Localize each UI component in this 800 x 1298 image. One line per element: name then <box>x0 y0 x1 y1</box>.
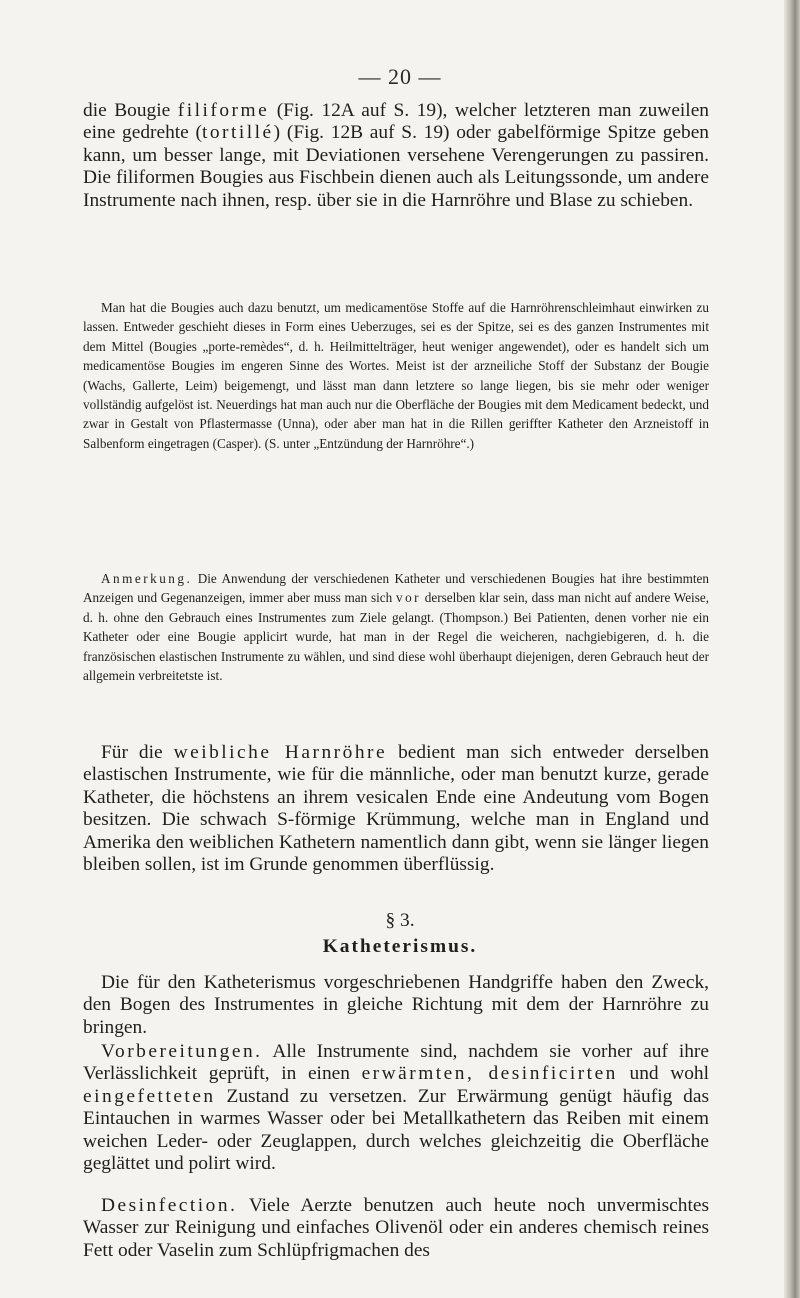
paragraph-katheterismus-intro <box>83 972 709 1039</box>
text-run: und wohl <box>617 1063 709 1085</box>
text-run: (Fig. 12A auf S. 19), welcher letzteren man zuweilen eine gedrehte ( <box>83 100 709 144</box>
text-run: ) (Fig. 12B auf S. 19) oder gabelförmige Spitze geben kann, um besser lange, mit Deviationen versehene Verengerungen zu passiren. Die filiformen Bougies aus Fischbein dienen auch als Leitungssonde, um andere Instrumente nach ihnen, resp. über sie in die Harnröhre und Blase zu schieben. <box>83 122 709 211</box>
paragraph-vorbereitungen <box>83 1041 709 1175</box>
paragraph-medicamentose-bougies <box>83 298 709 453</box>
text-run: Man hat die Bougies auch dazu benutzt, um medicamentöse Stoffe auf die Harnröhrenschleimhaut einwirken zu lassen. Entweder geschieht dieses in Form eines Ueberzuges, sei es der Spitze, sei es des ganzen Instrumentes mit dem Mittel (Bougies „porte-remèdes“, d. h. Heilmittelträger, heut weniger angewendet), oder es handelt sich um medicamentöse Bougies im engeren Sinne des Wortes. Meist ist der arzneiliche Stoff der Substanz der Bougie (Wachs, Gallerte, Leim) beigemengt, und lässt man dann letztere so lange liegen, bis sie mehr oder weniger vollständig aufgelöst ist. Neuerdings hat man auch nur die Oberfläche der Bougies mit dem Medicament bedeckt, und zwar in Gestalt von Pflastermasse (Unna), oder aber man hat in die Rillen geriffter Katheter den Arzneistoff in Salbenform eingetragen (Casper). (S. unter „Entzündung der Harnröhre“.) <box>83 300 709 451</box>
page-number: — 20 — <box>358 64 442 89</box>
text-run: Für die <box>101 742 174 763</box>
emphasis-filiforme: filiforme <box>177 100 270 121</box>
text-run: Die Anwendung der verschiedenen Katheter und verschiedenen Bougies hat ihre bestimmten Anzeigen und Gegenanzeigen, immer aber muss man sich <box>83 571 709 606</box>
text-run: Alle Instrumente sind, nachdem sie vorher auf ihre Verlässlichkeit geprüft, in einen <box>83 1041 709 1085</box>
text-run: die Bougie <box>83 100 178 121</box>
emphasis-anmerkung: Anmerkung. <box>101 571 193 586</box>
text-run: bedient man sich entweder derselben elastischen Instrumente, wie für die männliche, oder man benutzt kurze, gerade Katheter, die höchstens an ihrem vesicalen Ende eine Andeutung vom Bogen besitzen. Die schwach S-förmige Krümmung, welche man in England und Amerika den weiblichen Kathetern namentlich dann gibt, wenn sie länger liegen bleiben sollen, ist im Grunde genommen überflüssig. <box>83 742 710 876</box>
page-edge-shadow <box>784 0 800 1298</box>
paragraph-weibliche-harnroehre <box>83 742 709 876</box>
paragraph-bougie-filiforme <box>83 100 709 212</box>
emphasis-tortille: tortillé <box>201 122 274 144</box>
section-mark: § 3. <box>385 910 415 931</box>
paragraph-anmerkung <box>83 569 709 685</box>
emphasis-vor: vor <box>395 590 422 606</box>
text-run: Zustand zu versetzen. Zur Erwärmung genügt häufig das Eintauchen in warmes Wasser oder bei Metallkathetern das Reiben mit einem weichen Leder- oder Zeuglappen, durch welches gleichzeitig die Oberfläche geglättet und polirt wird. <box>83 1085 709 1175</box>
section-title: Katheterismus. <box>322 936 478 957</box>
emphasis-desinfection: Desinfection. <box>101 1195 238 1216</box>
emphasis-weibliche-harnroehre: weibliche Harnröhre <box>173 742 388 763</box>
emphasis-vorbereitungen: Vorbereitungen. <box>101 1041 263 1062</box>
text-run: Die für den Katheterismus vorgeschriebenen Handgriffe haben den Zweck, den Bogen des Instrumentes in gleiche Richtung mit dem der Harnröhre zu bringen. <box>83 972 709 1038</box>
paragraph-desinfection <box>83 1195 709 1262</box>
text-run: derselben klar sein, dass man nicht auf andere Weise, d. h. ohne den Gebrauch eines Instrumentes zum Ziele gelangt. (Thompson.) Bei Patienten, denen vorher nie ein Katheter oder eine Bougie applicirt wurde, hat man in der Regel die weicheren, nachgiebigeren, d. h. die französischen elastischen Instrumente zu wählen, und sind diese wohl überhaupt diejenigen, deren Gebrauch heut der allgemein verbreitetste ist. <box>83 590 709 684</box>
emphasis-eingefetteten: eingefetteten <box>83 1085 216 1107</box>
text-run: Viele Aerzte benutzen auch heute noch unvermischtes Wasser zur Reinigung und einfaches Olivenöl oder ein anderes chemisch reines Fett oder Vaselin zum Schlüpfrigmachen des <box>83 1195 709 1261</box>
emphasis-erwaermten-desinficirten: erwärmten, desinficirten <box>361 1063 618 1085</box>
